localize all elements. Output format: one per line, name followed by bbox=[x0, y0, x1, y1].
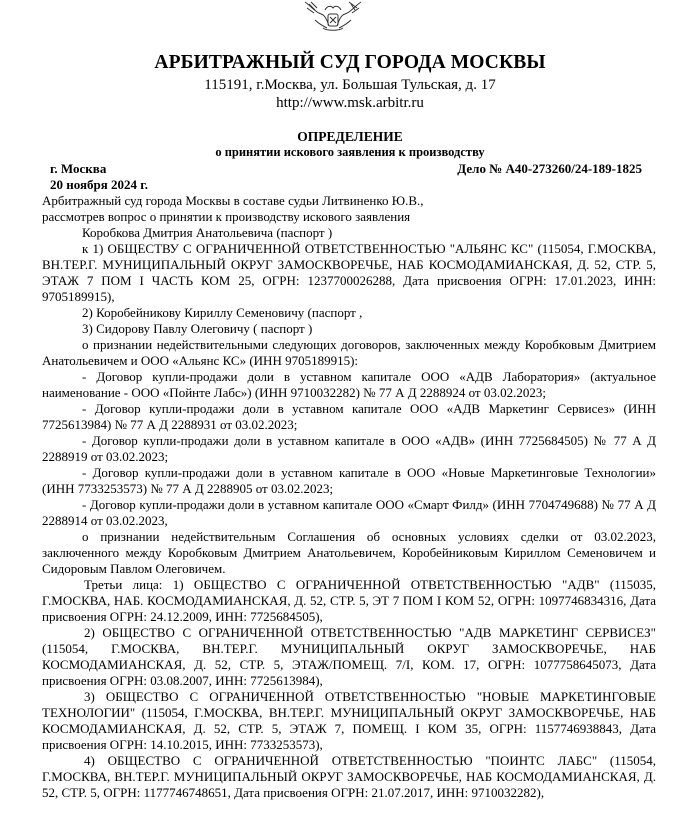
document-city: г. Москва bbox=[50, 161, 107, 176]
coat-of-arms-icon bbox=[301, 0, 365, 34]
paragraph: Коробкова Дмитрия Анатольевича (паспорт ) bbox=[82, 225, 333, 240]
paragraph: - Договор купли-продажи доли в уставном капитале ООО «АДВ Лаборатория» (актуальное наименование - ООО «Пойнте Лабс») (ИНН 9710032282) № 77 А Д 2288924 от 03.02.2023; bbox=[42, 369, 656, 400]
document-body bbox=[42, 193, 656, 801]
paragraph: 4) ОБЩЕСТВО С ОГРАНИЧЕННОЙ ОТВЕТСТВЕННОСТЬЮ "ПОИНТС ЛАБС" (115054, Г.МОСКВА, ВН.ТЕР.Г. МУНИЦИПАЛЬНЫЙ ОКРУГ ЗАМОСКВОРЕЧЬЕ, НАБ КОСМОДАМИАНСКАЯ, Д. 52, СТР. 5, ОГРН: 1177746748651, Дата присвоения ОГРН: 21.07.2017, ИНН: 9710032282), bbox=[42, 753, 656, 800]
paragraph: 2) ОБЩЕСТВО С ОГРАНИЧЕННОЙ ОТВЕТСТВЕННОСТЬЮ "АДВ МАРКЕТИНГ СЕРВИСЕЗ" (115054, Г.МОСКВА, ВН.ТЕР.Г. МУНИЦИПАЛЬНЫЙ ОКРУГ ЗАМОСКВОРЕЧЬЕ, НАБ КОСМОДАМИАНСКАЯ, Д. 52, СТР. 5, ЭТАЖ/ПОМЕЩ. 7/I, КОМ. 17, ОГРН: 1077758645073, Дата присвоения ОГРН: 03.08.2007, ИНН: 7725613984), bbox=[42, 625, 656, 688]
document-place-date bbox=[50, 161, 148, 193]
paragraph: 3) ОБЩЕСТВО С ОГРАНИЧЕННОЙ ОТВЕТСТВЕННОСТЬЮ "НОВЫЕ МАРКЕТИНГОВЫЕ ТЕХНОЛОГИИ" (115054, Г.МОСКВА, ВН.ТЕР.Г. МУНИЦИПАЛЬНЫЙ ОКРУГ ЗАМОСКВОРЕЧЬЕ, НАБ КОСМОДАМИАНСКАЯ, Д. 52, СТР. 5, ЭТАЖ 7, ПОМЕЩ. I КОМ 35, ОГРН: 1157746938843, Дата присвоения ОГРН: 14.10.2015, ИНН: 7733253573), bbox=[42, 689, 656, 752]
paragraph: о признании недействительными следующих договоров, заключенных между Коробковым Дмитрием Анатольевичем и ООО «Альянс КС» (ИНН 9705189915): bbox=[42, 337, 656, 368]
paragraph: рассмотрев вопрос о принятии к производству искового заявления bbox=[42, 209, 411, 224]
case-number: Дело № А40-273260/24-189-1825 bbox=[457, 161, 642, 176]
court-address: 115191, г.Москва, ул. Большая Тульская, д. 17 bbox=[204, 77, 496, 93]
paragraph: 2) Коробейникову Кириллу Семеновичу (паспорт , bbox=[82, 305, 363, 320]
court-website: http://www.msk.arbitr.ru bbox=[276, 95, 424, 111]
document-subtitle: о принятии искового заявления к производству bbox=[215, 145, 485, 159]
paragraph: 3) Сидорову Павлу Олеговичу ( паспорт ) bbox=[82, 321, 313, 336]
paragraph: о признании недействительным Соглашения об основных условиях сделки от 03.02.2023, заключенного между Коробковым Дмитрием Анатольевичем, Коробейниковым Кириллом Семеновичем и Сидоровым Павлом Олеговичем. bbox=[42, 529, 656, 576]
court-name: АРБИТРАЖНЫЙ СУД ГОРОДА МОСКВЫ bbox=[154, 52, 546, 73]
paragraph: - Договор купли-продажи доли в уставном капитале в ООО «Новые Маркетинговые Технологии» (ИНН 7733253573) № 77 А Д 2288905 от 03.02.2023; bbox=[42, 465, 656, 496]
paragraph: - Договор купли-продажи доли в уставном капитале ООО «АДВ Маркетинг Сервисез» (ИНН 7725613984) № 77 А Д 2288931 от 03.02.2023; bbox=[42, 401, 656, 432]
paragraph: Арбитражный суд города Москвы в составе судьи Литвиненко Ю.В., bbox=[42, 193, 424, 208]
document-date: 20 ноября 2024 г. bbox=[50, 177, 148, 192]
paragraph: - Договор купли-продажи доли в уставном капитале в ООО «АДВ» (ИНН 7725684505) № 77 А Д 2288919 от 03.02.2023; bbox=[42, 433, 656, 464]
paragraph: к 1) ОБЩЕСТВУ С ОГРАНИЧЕННОЙ ОТВЕТСТВЕННОСТЬЮ "АЛЬЯНС КС" (115054, Г.МОСКВА, ВН.ТЕР.Г. МУНИЦИПАЛЬНЫЙ ОКРУГ ЗАМОСКВОРЕЧЬЕ, НАБ КОСМОДАМИАНСКАЯ, Д. 52, СТР. 5, ЭТАЖ 7 ПОМ I ЧАСТЬ КОМ 25, ОГРН: 1237700026288, Дата присвоения ОГРН: 17.01.2023, ИНН: 9705189915), bbox=[42, 241, 656, 304]
document-title: ОПРЕДЕЛЕНИЕ bbox=[297, 129, 403, 144]
paragraph: Третьи лица: 1) ОБЩЕСТВО С ОГРАНИЧЕННОЙ ОТВЕТСТВЕННОСТЬЮ "АДВ" (115035, Г.МОСКВА, НАБ. КОСМОДАМИАНСКАЯ, Д. 52, СТР. 5, ЭТ 7 ПОМ I КОМ 52, ОГРН: 1097746834316, Дата присвоения ОГРН: 24.12.2009, ИНН: 7725684505), bbox=[42, 577, 656, 624]
paragraph: - Договор купли-продажи доли в уставном капитале ООО «Смарт Филд» (ИНН 7704749688) № 77 А Д 2288914 от 03.02.2023, bbox=[42, 497, 656, 528]
